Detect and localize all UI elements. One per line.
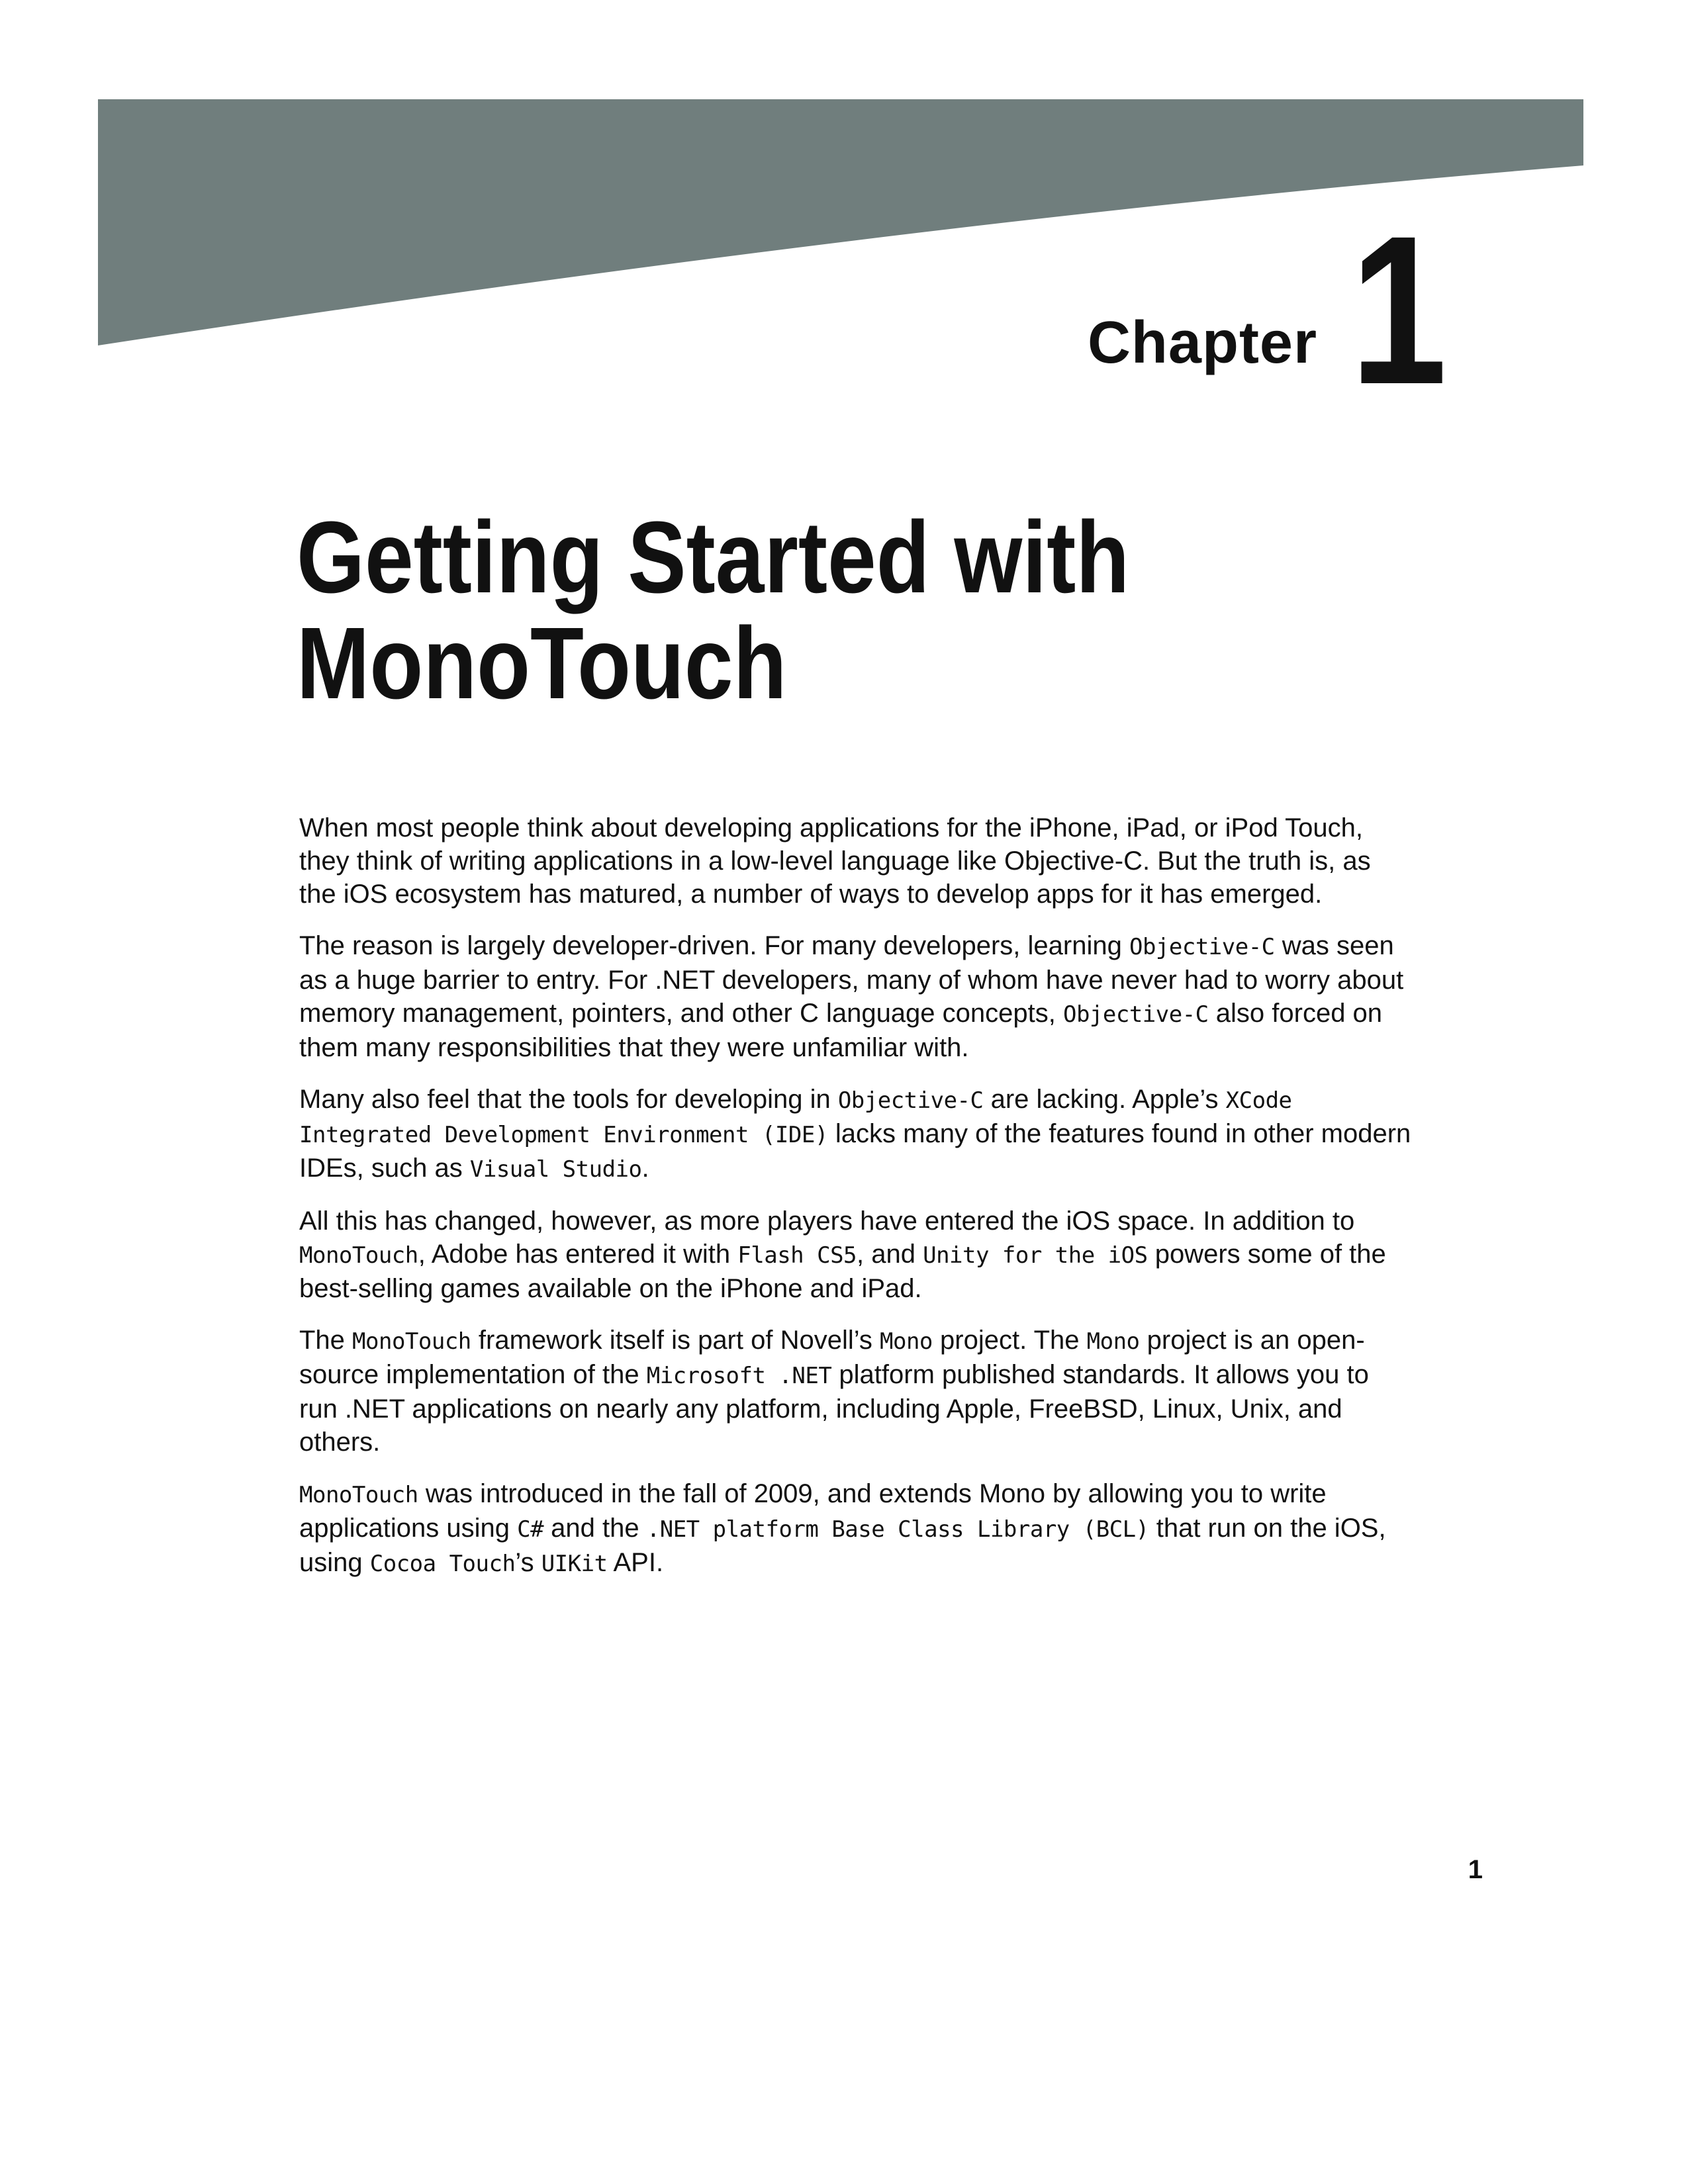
body-paragraph [299,1477,1411,1580]
inline-code: Mono [1086,1328,1140,1355]
body-text [299,811,1411,1599]
inline-code: Flash CS5 [737,1242,857,1269]
text-run: API. [607,1548,664,1577]
body-paragraph [299,1324,1411,1459]
chapter-title [297,500,1350,720]
inline-code: MonoTouch [352,1328,471,1355]
body-paragraph [299,811,1411,911]
inline-code: Objective-C [1062,1001,1209,1028]
inline-code: XCode Integrated Development Environment (IDE) [299,1087,1292,1148]
inline-code: MonoTouch [299,1242,418,1269]
text-run: Many also feel that the tools for developing in [299,1085,838,1114]
text-run: All this has changed, however, as more players have entered the iOS space. In addition to [299,1206,1355,1236]
inline-code: MonoTouch [299,1482,418,1508]
text-run: also forced on them many responsibilities that they were unfamiliar with. [299,999,1383,1062]
page-number: 1 [1468,1855,1483,1884]
text-run: The [299,1326,353,1355]
text-run: was introduced in the fall of 2009, and extends Mono by allowing you to write applications using [299,1479,1327,1543]
inline-code: Microsoft .NET [646,1363,832,1389]
text-run: When most people think about developing applications for the iPhone, iPad, or iPod Touch, they think of writing applications in a low-level language like Objective-C. But the truth is, as the iOS ecosystem has matured, a number of ways to develop apps for it has emerged. [299,813,1371,909]
text-run: are lacking. Apple’s [983,1085,1226,1114]
text-run: platform published standards. It allows you to run .NET applications on nearly any platform, including Apple, FreeBSD, Linux, Unix, and others. [299,1360,1369,1457]
text-run: project. The [932,1326,1087,1355]
chapter-title-line-1: Getting Started with [297,500,1130,614]
body-paragraph [299,929,1411,1064]
inline-code: Cocoa Touch [369,1551,516,1577]
text-run: The reason is largely developer-driven. For many developers, learning [299,931,1129,960]
inline-code: Unity for the iOS [923,1242,1148,1269]
chapter-number: 1 [1350,191,1447,428]
inline-code: Objective-C [837,1087,984,1114]
inline-code: .NET platform Base Class Library (BCL) [646,1516,1149,1543]
inline-code: C# [517,1516,544,1543]
chapter-title-line-2: MonoTouch [297,606,787,720]
text-run: and the [543,1514,647,1543]
text-run: lacks many of the features found in other modern IDEs, such as [299,1119,1411,1183]
text-run: , and [857,1240,923,1269]
text-run: . [641,1154,649,1183]
chapter-label: Chapter [1087,310,1317,376]
inline-code: Visual Studio [469,1156,642,1183]
text-run: , Adobe has entered it with [418,1240,738,1269]
text-run: was seen as a huge barrier to entry. For .NET developers, many of whom have never had to worry about memory management, pointers, and other C language concepts, [299,931,1404,1028]
body-paragraph [299,1205,1411,1305]
text-run: project is an open-source implementation of the [299,1326,1365,1389]
text-run: that run on the iOS, using [299,1514,1386,1577]
text-run: ’s [515,1548,541,1577]
inline-code: Objective-C [1129,934,1275,960]
text-run: powers some of the best-selling games available on the iPhone and iPad. [299,1240,1386,1303]
body-paragraph [299,1083,1411,1186]
inline-code: UIKit [541,1551,608,1577]
inline-code: Mono [880,1328,933,1355]
text-run: framework itself is part of Novell’s [471,1326,880,1355]
